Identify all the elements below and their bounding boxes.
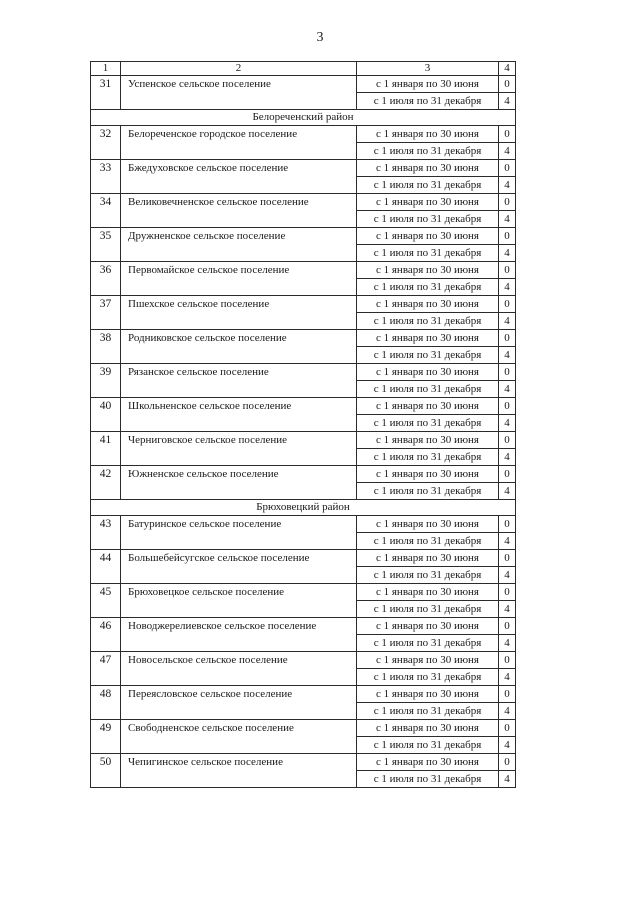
value-cell: 4 — [499, 279, 516, 296]
period-cell: с 1 июля по 31 декабря — [357, 635, 499, 652]
table-row — [91, 296, 516, 313]
row-number: 50 — [91, 754, 121, 788]
period-cell: с 1 июля по 31 декабря — [357, 669, 499, 686]
period-cell: с 1 января по 30 июня — [357, 584, 499, 601]
period-cell: с 1 января по 30 июня — [357, 364, 499, 381]
settlement-name: Брюховецкое сельское поселение — [121, 584, 357, 618]
period-cell: с 1 января по 30 июня — [357, 432, 499, 449]
settlement-name: Батуринское сельское поселение — [121, 516, 357, 550]
table-row — [91, 330, 516, 347]
value-cell: 4 — [499, 533, 516, 550]
column-header-4: 4 — [499, 62, 516, 76]
value-cell: 0 — [499, 398, 516, 415]
table-row — [91, 228, 516, 245]
value-cell: 0 — [499, 364, 516, 381]
value-cell: 4 — [499, 669, 516, 686]
table-row — [91, 160, 516, 177]
settlement-name: Чепигинское сельское поселение — [121, 754, 357, 788]
table-row — [91, 76, 516, 93]
period-cell: с 1 июля по 31 декабря — [357, 347, 499, 364]
row-number: 46 — [91, 618, 121, 652]
row-number: 45 — [91, 584, 121, 618]
table-header-row — [91, 62, 516, 76]
page-number: 3 — [316, 30, 324, 45]
period-cell: с 1 июля по 31 декабря — [357, 279, 499, 296]
value-cell: 4 — [499, 245, 516, 262]
value-cell: 4 — [499, 347, 516, 364]
settlement-name: Южненское сельское поселение — [121, 466, 357, 500]
settlement-name: Пшехское сельское поселение — [121, 296, 357, 330]
table-row — [91, 550, 516, 567]
row-number: 49 — [91, 720, 121, 754]
value-cell: 0 — [499, 262, 516, 279]
settlement-name: Новоджерелиевское сельское поселение — [121, 618, 357, 652]
row-number: 35 — [91, 228, 121, 262]
row-number: 42 — [91, 466, 121, 500]
row-number: 34 — [91, 194, 121, 228]
settlement-name: Большебейсугское сельское поселение — [121, 550, 357, 584]
period-cell: с 1 января по 30 июня — [357, 262, 499, 279]
row-number: 40 — [91, 398, 121, 432]
period-cell: с 1 января по 30 июня — [357, 228, 499, 245]
value-cell: 0 — [499, 754, 516, 771]
column-header-2: 2 — [121, 62, 357, 76]
period-cell: с 1 января по 30 июня — [357, 330, 499, 347]
settlement-name: Бжедуховское сельское поселение — [121, 160, 357, 194]
value-cell: 0 — [499, 618, 516, 635]
row-number: 36 — [91, 262, 121, 296]
value-cell: 4 — [499, 313, 516, 330]
row-number: 39 — [91, 364, 121, 398]
period-cell: с 1 января по 30 июня — [357, 398, 499, 415]
value-cell: 0 — [499, 550, 516, 567]
row-number: 43 — [91, 516, 121, 550]
district-header-row — [91, 500, 516, 516]
value-cell: 0 — [499, 466, 516, 483]
table-row — [91, 432, 516, 449]
settlement-name: Великовечненское сельское поселение — [121, 194, 357, 228]
period-cell: с 1 января по 30 июня — [357, 194, 499, 211]
value-cell: 4 — [499, 381, 516, 398]
settlement-name: Школьненское сельское поселение — [121, 398, 357, 432]
value-cell: 0 — [499, 228, 516, 245]
period-cell: с 1 января по 30 июня — [357, 466, 499, 483]
period-cell: с 1 января по 30 июня — [357, 686, 499, 703]
table-row — [91, 466, 516, 483]
period-cell: с 1 января по 30 июня — [357, 720, 499, 737]
table-row — [91, 364, 516, 381]
period-cell: с 1 июля по 31 декабря — [357, 381, 499, 398]
value-cell: 0 — [499, 720, 516, 737]
value-cell: 4 — [499, 483, 516, 500]
row-number: 44 — [91, 550, 121, 584]
settlement-name: Родниковское сельское поселение — [121, 330, 357, 364]
value-cell: 0 — [499, 516, 516, 533]
table-row — [91, 194, 516, 211]
period-cell: с 1 июля по 31 декабря — [357, 483, 499, 500]
period-cell: с 1 января по 30 июня — [357, 126, 499, 143]
period-cell: с 1 июля по 31 декабря — [357, 533, 499, 550]
period-cell: с 1 июля по 31 декабря — [357, 449, 499, 466]
value-cell: 0 — [499, 686, 516, 703]
period-cell: с 1 июля по 31 декабря — [357, 245, 499, 262]
value-cell: 4 — [499, 567, 516, 584]
row-number: 32 — [91, 126, 121, 160]
value-cell: 4 — [499, 449, 516, 466]
table-row — [91, 618, 516, 635]
period-cell: с 1 января по 30 июня — [357, 296, 499, 313]
value-cell: 0 — [499, 126, 516, 143]
value-cell: 0 — [499, 432, 516, 449]
table-row — [91, 398, 516, 415]
period-cell: с 1 января по 30 июня — [357, 652, 499, 669]
value-cell: 0 — [499, 652, 516, 669]
period-cell: с 1 июля по 31 декабря — [357, 415, 499, 432]
period-cell: с 1 июля по 31 декабря — [357, 601, 499, 618]
settlement-name: Первомайское сельское поселение — [121, 262, 357, 296]
table-row — [91, 126, 516, 143]
value-cell: 4 — [499, 415, 516, 432]
column-header-3: 3 — [357, 62, 499, 76]
period-cell: с 1 июля по 31 декабря — [357, 771, 499, 788]
settlement-name: Рязанское сельское поселение — [121, 364, 357, 398]
value-cell: 4 — [499, 737, 516, 754]
value-cell: 4 — [499, 177, 516, 194]
period-cell: с 1 января по 30 июня — [357, 160, 499, 177]
value-cell: 4 — [499, 93, 516, 110]
value-cell: 0 — [499, 330, 516, 347]
value-cell: 4 — [499, 143, 516, 160]
row-number: 38 — [91, 330, 121, 364]
settlement-name: Белореченское городское поселение — [121, 126, 357, 160]
period-cell: с 1 января по 30 июня — [357, 550, 499, 567]
value-cell: 0 — [499, 194, 516, 211]
period-cell: с 1 января по 30 июня — [357, 618, 499, 635]
table-row — [91, 754, 516, 771]
row-number: 41 — [91, 432, 121, 466]
row-number: 47 — [91, 652, 121, 686]
period-cell: с 1 июля по 31 декабря — [357, 703, 499, 720]
column-header-1: 1 — [91, 62, 121, 76]
period-cell: с 1 июля по 31 декабря — [357, 93, 499, 110]
table-row — [91, 720, 516, 737]
district-name: Брюховецкий район — [91, 500, 516, 516]
settlement-name: Новосельское сельское поселение — [121, 652, 357, 686]
period-cell: с 1 января по 30 июня — [357, 754, 499, 771]
value-cell: 4 — [499, 771, 516, 788]
settlement-name: Свободненское сельское поселение — [121, 720, 357, 754]
period-cell: с 1 июля по 31 декабря — [357, 313, 499, 330]
value-cell: 4 — [499, 703, 516, 720]
table-row — [91, 262, 516, 279]
table-row — [91, 686, 516, 703]
settlement-name: Дружненское сельское поселение — [121, 228, 357, 262]
value-cell: 0 — [499, 76, 516, 93]
settlement-name: Черниговское сельское поселение — [121, 432, 357, 466]
settlement-name: Успенское сельское поселение — [121, 76, 357, 110]
value-cell: 4 — [499, 601, 516, 618]
period-cell: с 1 июля по 31 декабря — [357, 567, 499, 584]
period-cell: с 1 июля по 31 декабря — [357, 177, 499, 194]
period-cell: с 1 июля по 31 декабря — [357, 211, 499, 228]
value-cell: 4 — [499, 635, 516, 652]
row-number: 37 — [91, 296, 121, 330]
district-name: Белореченский район — [91, 110, 516, 126]
table-row — [91, 516, 516, 533]
district-header-row — [91, 110, 516, 126]
value-cell: 0 — [499, 296, 516, 313]
period-cell: с 1 января по 30 июня — [357, 76, 499, 93]
value-cell: 0 — [499, 160, 516, 177]
period-cell: с 1 июля по 31 декабря — [357, 143, 499, 160]
table-row — [91, 584, 516, 601]
value-cell: 0 — [499, 584, 516, 601]
value-cell: 4 — [499, 211, 516, 228]
period-cell: с 1 июля по 31 декабря — [357, 737, 499, 754]
table-body — [91, 62, 516, 788]
row-number: 33 — [91, 160, 121, 194]
period-cell: с 1 января по 30 июня — [357, 516, 499, 533]
row-number: 48 — [91, 686, 121, 720]
settlement-name: Переясловское сельское поселение — [121, 686, 357, 720]
row-number: 31 — [91, 76, 121, 110]
table-row — [91, 652, 516, 669]
settlements-table — [90, 61, 516, 788]
